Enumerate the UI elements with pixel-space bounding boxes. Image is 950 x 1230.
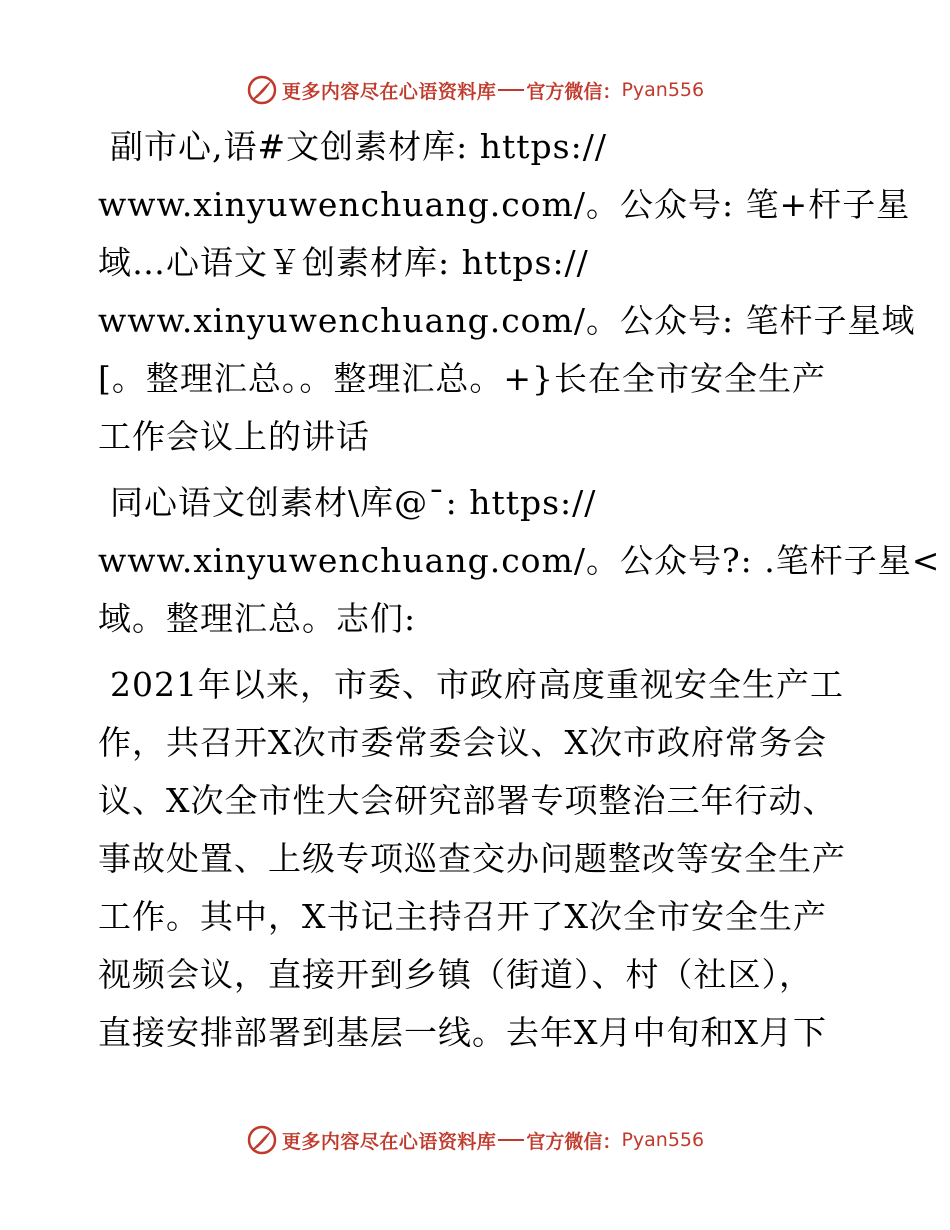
header-banner	[0, 70, 950, 110]
text-line: 同心语文创素材\库@¯: https://	[110, 483, 597, 522]
text-line: 事故处置、上级专项巡查交办问题整改等安全生产	[98, 839, 846, 878]
document-body	[98, 118, 941, 1070]
paragraph-body	[98, 656, 858, 1062]
text-line: [。整理汇总。。整理汇总。+}长在全市安全生产	[98, 359, 827, 398]
text-line: 域…心语文￥创素材库: https://	[98, 243, 589, 282]
text-line: 工作会议上的讲话	[98, 417, 370, 456]
text-line: www.xinyuwenchuang.com/。公众号?: .笔杆子星<	[98, 541, 941, 580]
text-line: 2021年以来，市委、市政府高度重视安全生产工	[110, 665, 844, 704]
text-line: 副市心,语#文创素材库: https://	[110, 127, 607, 166]
text-line: 域。整理汇总。志们:	[98, 599, 417, 638]
footer-banner	[0, 1120, 950, 1160]
text-line: www.xinyuwenchuang.com/。公众号: 笔+杆子星	[98, 185, 911, 224]
quill-emblem-icon	[246, 74, 278, 106]
banner-wechat-id: Pyan556	[621, 1129, 705, 1151]
text-line: 视频会议，直接开到乡镇（街道）、村（社区），	[98, 955, 813, 994]
banner-dash	[498, 89, 524, 91]
banner-wechat-id: Pyan556	[621, 79, 705, 101]
banner-slogan: 更多内容尽在心语资料库	[281, 1130, 497, 1153]
text-line: 工作。其中，X书记主持召开了X次全市安全生产	[98, 897, 827, 936]
text-line: 作，共召开X次市委常委会议、X次市政府常务会	[98, 723, 827, 762]
text-line: 议、X次全市性大会研究部署专项整治三年行动、	[98, 781, 837, 820]
text-line: 直接安排部署到基层一线。去年X月中旬和X月下	[98, 1013, 827, 1052]
banner-wechat-label: 官方微信：	[526, 1130, 622, 1153]
paragraph-greeting	[98, 474, 941, 648]
quill-emblem-icon	[246, 1124, 278, 1156]
banner-dash	[498, 1139, 524, 1141]
text-line: www.xinyuwenchuang.com/。公众号: 笔杆子星域	[98, 301, 916, 340]
banner-slogan: 更多内容尽在心语资料库	[281, 80, 497, 103]
banner-wechat-label: 官方微信：	[526, 80, 622, 103]
paragraph-title	[98, 118, 916, 466]
